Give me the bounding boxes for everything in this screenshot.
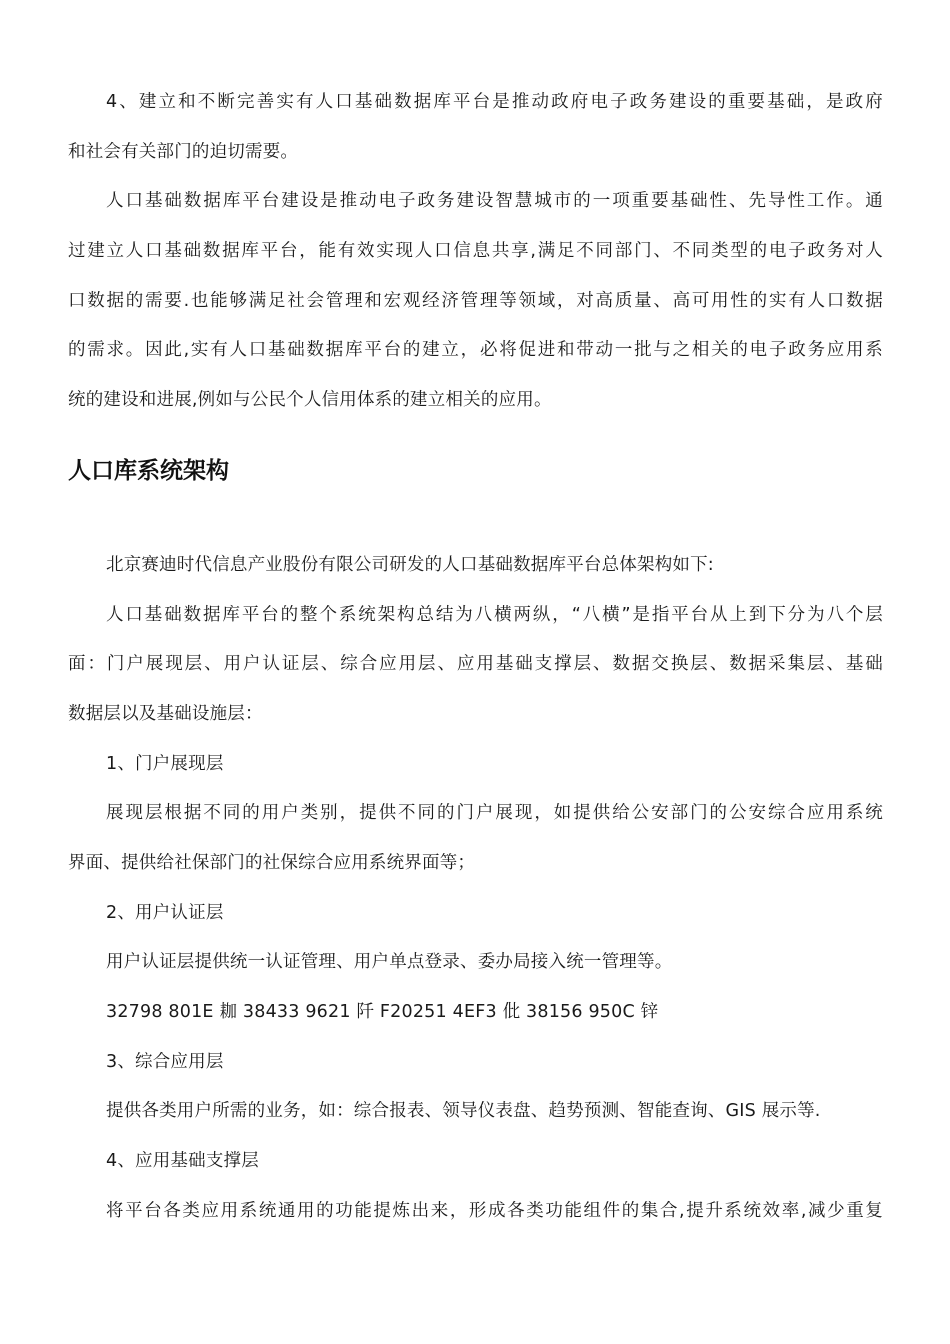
paragraph-line: 统的建设和进展,例如与公民个人信用体系的建立相关的应用。	[68, 390, 552, 410]
paragraph-line: 北京赛迪时代信息产业股份有限公司研发的人口基础数据库平台总体架构如下:	[106, 555, 714, 575]
paragraph-line: 展现层根据不同的用户类别，提供不同的门户展现，如提供给公安部门的公安综合应用系统	[106, 803, 883, 823]
paragraph-line: 用户认证层提供统一认证管理、用户单点登录、委办局接入统一管理等。	[106, 952, 673, 972]
paragraph-line: 提供各类用户所需的业务，如：综合报表、领导仪表盘、趋势预测、智能查询、GIS 展示等.	[106, 1101, 821, 1121]
paragraph-line: 界面、提供给社保部门的社保综合应用系统界面等；	[68, 853, 476, 873]
paragraph-line: 4、建立和不断完善实有人口基础数据库平台是推动政府电子政务建设的重要基础，是政府	[106, 92, 883, 112]
paragraph-line: 过建立人口基础数据库平台，能有效实现人口信息共享,满足不同部门、不同类型的电子政务对人	[68, 241, 883, 261]
paragraph-line: 的需求。因此,实有人口基础数据库平台的建立，必将促进和带动一批与之相关的电子政务应用系	[68, 340, 883, 360]
code-line: 32798 801E 耞 38433 9621 阡 F20251 4EF3 仳 38156 950C 锌	[106, 1002, 659, 1022]
list-item-title: 1、门户展现层	[106, 754, 224, 774]
paragraph-line: 和社会有关部门的迫切需要。	[68, 142, 299, 162]
section-heading: 人口库系统架构	[68, 458, 229, 484]
paragraph-line: 人口基础数据库平台建设是推动电子政务建设智慧城市的一项重要基础性、先导性工作。通	[106, 191, 883, 211]
paragraph-line: 面：门户展现层、用户认证层、综合应用层、应用基础支撑层、数据交换层、数据采集层、基础	[68, 654, 883, 674]
list-item-title: 2、用户认证层	[106, 903, 224, 923]
paragraph-line: 人口基础数据库平台的整个系统架构总结为八横两纵，“八横”是指平台从上到下分为八个层	[106, 605, 883, 625]
list-item-title: 4、应用基础支撑层	[106, 1151, 259, 1171]
list-item-title: 3、综合应用层	[106, 1052, 224, 1072]
paragraph-line: 口数据的需要.也能够满足社会管理和宏观经济管理等领域，对高质量、高可用性的实有人口数据	[68, 291, 883, 311]
paragraph-line: 数据层以及基础设施层：	[68, 704, 263, 724]
paragraph-line: 将平台各类应用系统通用的功能提炼出来，形成各类功能组件的集合,提升系统效率,减少重复	[106, 1201, 883, 1221]
